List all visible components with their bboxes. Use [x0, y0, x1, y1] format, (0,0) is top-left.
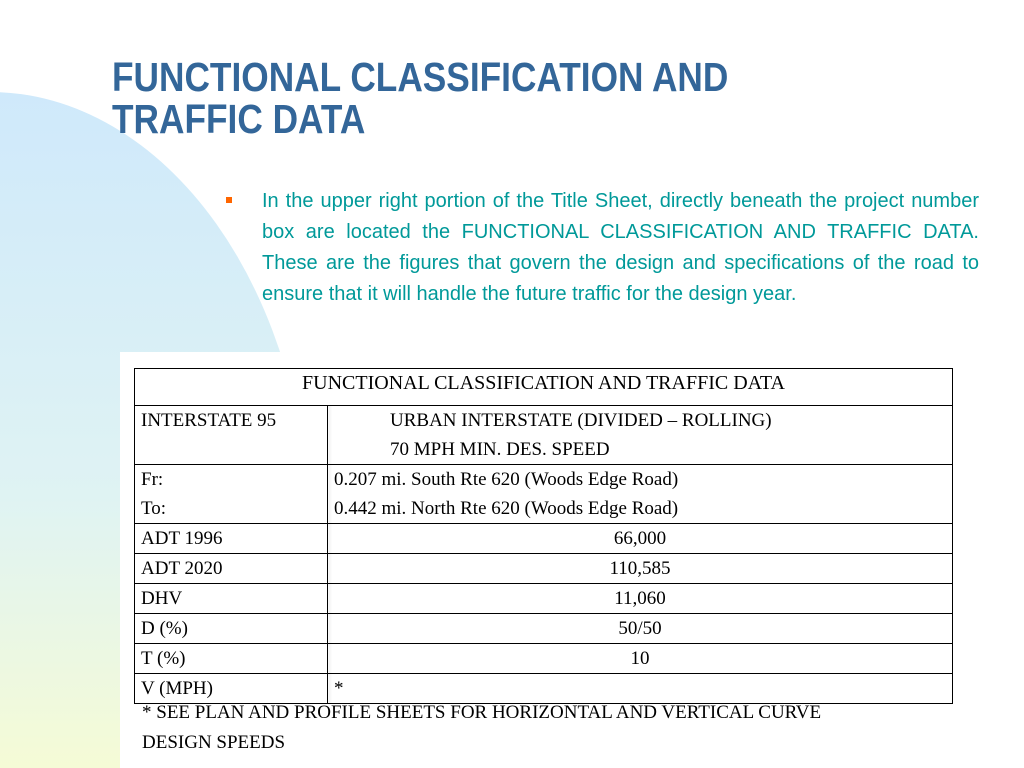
from-label: Fr:	[141, 469, 164, 490]
table-row	[135, 614, 953, 644]
limits-row	[135, 465, 953, 524]
bullet-text: In the upper right portion of the Title Sheet, directly beneath the project number box are located the FUNCTIONAL CLASSIFICATION AND TRAFFIC DATA. These are the figures that govern the design and specifications of the road to ensure that it will handle the future traffic for the design year.	[262, 190, 979, 305]
row-label: ADT 2020	[135, 554, 328, 584]
route-value	[328, 406, 953, 465]
speed-value: *	[328, 674, 953, 704]
table-header: FUNCTIONAL CLASSIFICATION AND TRAFFIC DATA	[135, 369, 953, 406]
row-value: 66,000	[328, 524, 953, 554]
route-row	[135, 406, 953, 465]
table-header-row	[135, 369, 953, 406]
square-bullet-icon	[226, 197, 232, 203]
row-label: D (%)	[135, 614, 328, 644]
to-label: To:	[141, 498, 167, 519]
row-value: 10	[328, 644, 953, 674]
to-value: 0.442 mi. North Rte 620 (Woods Edge Road)	[334, 498, 679, 519]
row-label: ADT 1996	[135, 524, 328, 554]
table-row	[135, 584, 953, 614]
row-label: DHV	[135, 584, 328, 614]
row-value: 110,585	[328, 554, 953, 584]
traffic-data-table	[134, 368, 953, 704]
limits-values	[328, 465, 953, 524]
table-footnote: * SEE PLAN AND PROFILE SHEETS FOR HORIZONTAL AND VERTICAL CURVE DESIGN SPEEDS	[142, 702, 822, 753]
route-speed: 70 MPH MIN. DES. SPEED	[390, 439, 610, 460]
traffic-data-image	[120, 352, 1024, 768]
limits-labels	[135, 465, 328, 524]
row-value: 11,060	[328, 584, 953, 614]
table-row	[135, 554, 953, 584]
table-row	[135, 644, 953, 674]
from-value: 0.207 mi. South Rte 620 (Woods Edge Road)	[334, 469, 679, 490]
slide-title: FUNCTIONAL CLASSIFICATION AND TRAFFIC DATA	[112, 54, 729, 142]
table-row	[135, 524, 953, 554]
row-label: T (%)	[135, 644, 328, 674]
route-classification: URBAN INTERSTATE (DIVIDED – ROLLING)	[390, 410, 772, 431]
route-label: INTERSTATE 95	[135, 406, 328, 465]
speed-label: V (MPH)	[135, 674, 328, 704]
row-value: 50/50	[328, 614, 953, 644]
